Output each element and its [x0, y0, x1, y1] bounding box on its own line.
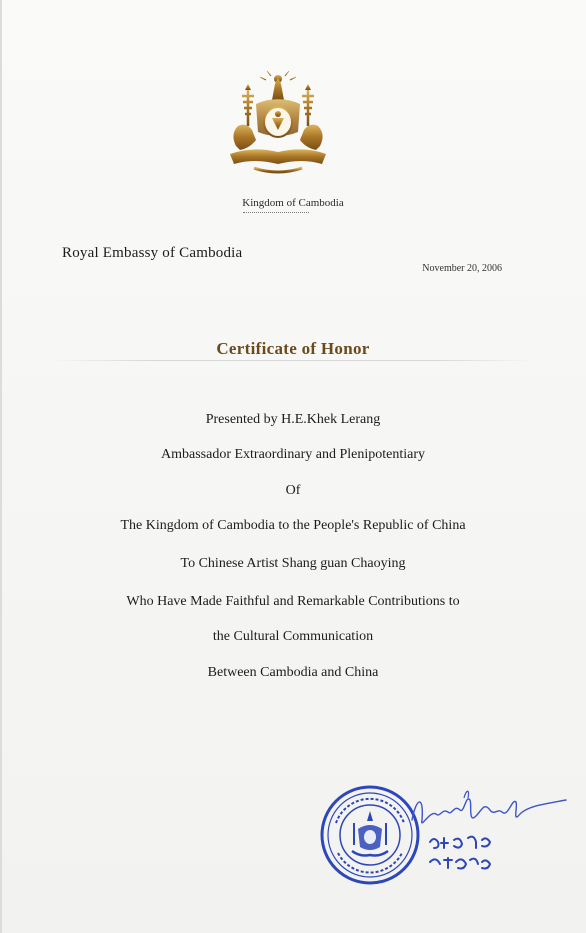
issue-date: November 20, 2006: [422, 263, 502, 274]
body-line: To Chinese Artist Shang guan Chaoying: [180, 556, 406, 571]
signature-icon: [404, 780, 569, 840]
kingdom-underline: [243, 212, 309, 216]
royal-crest-icon: [222, 68, 334, 176]
page-edge: [0, 0, 2, 933]
title-divider: [52, 360, 536, 361]
certificate-title: Certificate of Honor: [216, 339, 370, 358]
body-line: The Kingdom of Cambodia to the People's Republic of China: [120, 518, 466, 533]
body-line: the Cultural Communication: [212, 629, 374, 644]
name-stamp-icon: [426, 832, 506, 876]
body-line: Presented by H.E.Khek Lerang: [205, 412, 381, 427]
body-line: Who Have Made Faithful and Remarkable Contributions to: [126, 594, 460, 609]
body-line: Of: [285, 483, 301, 498]
embassy-name: Royal Embassy of Cambodia: [62, 245, 243, 261]
kingdom-label: Kingdom of Cambodia: [242, 197, 344, 209]
body-line: Ambassador Extraordinary and Plenipotentiary: [161, 447, 425, 462]
body-line: Between Cambodia and China: [207, 665, 379, 680]
